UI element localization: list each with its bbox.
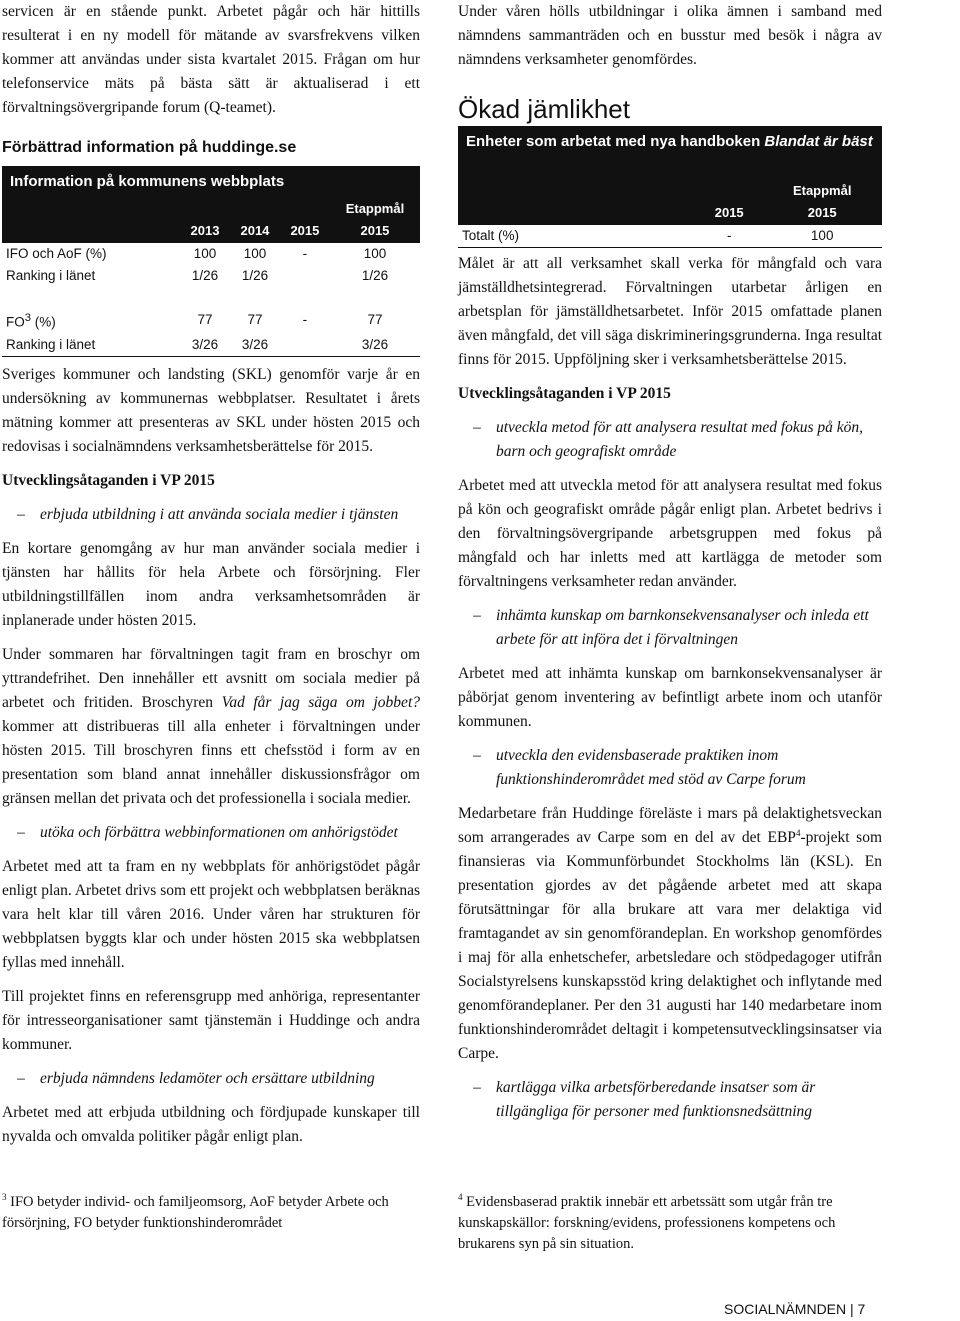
table-row: IFO och AoF (%) 100 100 - 100: [6, 246, 387, 261]
vp-heading: Utvecklingsåtaganden i VP 2015: [458, 385, 671, 402]
goal-item: – inhämta kunskap om barnkonsekvensanalyser och inleda ett arbete för att införa det i förvaltningen: [473, 607, 869, 648]
goal-header: Etappmål: [345, 201, 405, 216]
paragraph: Arbetet med att utveckla metod för att analysera resultat med fokus på kön och geografiskt område pågår enligt plan. Arbetet bedrivs i den förvaltningsövergripande arbetsgruppen med fokus på mångfald och har inletts med att kartlägga de metoder som förvaltningens verksamheter redan använder.: [458, 477, 882, 590]
paragraph: En kortare genomgång av hur man använder sociala medier i tjänsten har hållits för hela Arbete och försörjning. Fler utbildningstillfällen inom andra verksamhetsområden är inplanerade under hösten 2015.: [2, 539, 420, 629]
paragraph: Målet är att all verksamhet skall verka för mångfald och vara jämställdhetsintegrerad. Förvaltningen utarbetar årligen en arbetsplan för jämställdhetsarbetet. Inför 2015 omfattade planen även mångfald, det vill säga diskrimineringsgrunderna. Inga resultat finns för 2015. Uppföljning sker i verksamhetsberättelse 2015.: [458, 255, 882, 368]
paragraph: Till projektet finns en referensgrupp med anhöriga, representanter för intresseorganisationer samt tjänstemän i Huddinge och andra kommuner.: [2, 987, 420, 1053]
section-subheading: Förbättrad information på huddinge.se: [2, 139, 297, 156]
left-column: [2, 0, 420, 1159]
section-heading: Ökad jämlikhet: [458, 94, 630, 124]
web-info-table: [2, 166, 420, 357]
year-header: 2015: [807, 205, 837, 220]
footnote: $^3$ IFO betyder individ- och familjeomsorg, AoF betyder Arbete och försörjning, FO betyder funktionshinderområdet: [2, 1192, 389, 1231]
goal-item: – utöka och förbättra webbinformationen om anhörigstödet: [17, 823, 398, 841]
table-title: Enheter som arbetat med nya handboken Blandat är bäst: [458, 126, 882, 180]
paragraph: Arbetet med att inhämta kunskap om barnkonsekvensanalyser är påbörjat genom inventering av befintligt arbete inom och utanför kommunen.: [458, 665, 882, 730]
table-row: Totalt (%) - 100: [458, 225, 882, 248]
page-footer: SOCIALNÄMNDEN | 7: [724, 1301, 866, 1317]
paragraph: servicen är en stående punkt. Arbetet pågår och här hittills resulterat i en ny modell för mätande av svarsfrekvens vilken kommer att användas under sista kvartalet 2015. Frågan om hur telefonservice mäts på bästa sätt är aktualiserad i ett förvaltningsövergripande forum (Q-teamet).: [2, 3, 420, 116]
year-header: 2015: [360, 223, 390, 238]
table-title: Information på kommunens webbplats: [2, 166, 420, 198]
paragraph: Under sommaren har förvaltningen tagit fram en broschyr om yttrandefrihet. Den innehåller ett avsnitt om sociala medier på arbetet och fritiden. Broschyren Vad får jag säga om jobbet? kommer att distribueras till alla enheter i förvaltningen under hösten 2015. Till broschyren finns ett chefsstöd i form av en presentation som bland annat innehåller diskussionsfrågor om gränsen mellan det privata och det professionella i sociala medier.: [2, 645, 420, 807]
table-row: Ranking i länet 1/26 1/26 1/26: [6, 268, 389, 283]
year-header: 2014: [240, 223, 270, 238]
table-row: Ranking i länet 3/26 3/26 3/26: [2, 334, 420, 357]
goal-item: – erbjuda utbildning i att använda sociala medier i tjänsten: [17, 505, 399, 523]
paragraph: Sveriges kommuner och landsting (SKL) genomför varje år en undersökning av kommunernas webbplatser. Resultatet i årets mätning kommer att presenteras av SKL under hösten 2015 och redovisas i socialnämndens verksamhetsberättelse för 2015.: [2, 365, 420, 455]
paragraph: Arbetet med att erbjuda utbildning och fördjupade kunskaper till nyvalda och omvalda politiker pågår enligt plan.: [2, 1103, 420, 1145]
year-header: 2013: [190, 223, 220, 238]
goal-header: Etappmål: [792, 183, 852, 198]
goal-item: – utveckla den evidensbaserade praktiken inom funktionshinderområdet med stöd av Carpe forum: [473, 747, 806, 788]
goal-item: – utveckla metod för att analysera resultat med fokus på kön, barn och geografiskt område: [473, 419, 864, 460]
year-header: 2015: [714, 205, 744, 220]
right-column: [458, 0, 882, 1134]
goal-item: – erbjuda nämndens ledamöter och ersättare utbildning: [17, 1069, 375, 1087]
paragraph: Under våren hölls utbildningar i olika ämnen i samband med nämndens sammanträden och en busstur med besök i några av nämndens verksamheter genomfördes.: [458, 3, 882, 68]
paragraph: Medarbetare från Huddinge föreläste i mars på delaktighetsveckan som arrangerades av Carpe som en del av det EBP$^4$-projekt som finansieras via Kommunförbundet Stockholms län (KSL). En presentation gjordes av det pågående arbetet med att skapa förutsättningar för alla brukare att vara mer delaktiga vid framtagandet av sin genomförandeplan. En workshop genomfördes i maj för alla enhetschefer, arbetsledare och stödpedagoger utifrån Socialstyrelsens kunskapsstöd kring delaktighet och inflytande med genomförandeplaner. Per den 31 augusti har 140 medarbetare inom funktionshinderområdet deltagit i kompetensutvecklingsinsatser via Carpe.: [458, 805, 882, 1062]
footnote: $^4$ Evidensbaserad praktik innebär ett arbetssätt som utgår från tre kunskapskällor: forskning/evidens, professionens kompetens och brukarens syn på sin situation.: [458, 1192, 836, 1252]
year-header: 2015: [290, 223, 320, 238]
goal-item: – kartlägga vilka arbetsförberedande insatser som är tillgängliga för personer med funktionsnedsättning: [473, 1079, 816, 1120]
equality-table: [458, 126, 882, 248]
paragraph: Arbetet med att ta fram en ny webbplats för anhörigstödet pågår enligt plan. Arbetet drivs som ett projekt och webbplatsen beräknas vara helt klar till våren 2016. Under våren har strukturen för webbplatsen byggts klar och under hösten 2015 ska webbplatsen fyllas med innehåll.: [2, 857, 420, 971]
vp-heading: Utvecklingsåtaganden i VP 2015: [2, 471, 215, 489]
table-row: $FO^3$ (%) 77 77 - 77: [6, 312, 383, 330]
